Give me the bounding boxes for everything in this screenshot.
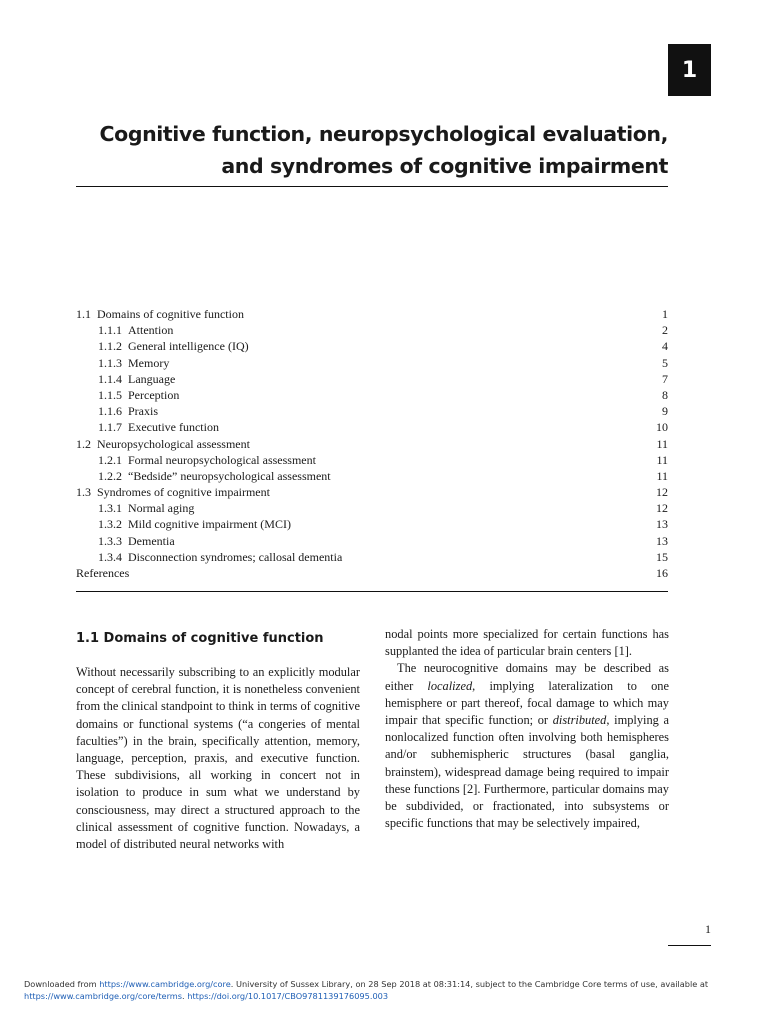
toc-entry[interactable]	[76, 452, 668, 468]
toc-entry-title	[98, 419, 219, 435]
toc-entry-page: 2	[662, 323, 668, 338]
body-paragraph: Without necessarily subscribing to an explicitly modular concept of cerebral function, it is nonetheless convenient from the clinical standpoint to think in terms of cognitive domains or functional systems (“a congeries of mental faculties”) in the brain, specifically attention, memory, language, perception, praxis, and executive function. These subdivisions, all working in concert not in isolation to produce in sum what we understand by consciousness, may direct a structured approach to the clinical assessment of cognitive function. Nowadays, a model of distributed neural networks with	[76, 665, 360, 852]
toc-entry-number: 1.1.5	[98, 387, 122, 402]
download-footer	[24, 978, 744, 1002]
toc-entry-number: 1.3	[76, 485, 91, 500]
toc-entry[interactable]	[76, 549, 668, 565]
toc-entry-label: Syndromes of cognitive impairment	[97, 485, 270, 500]
toc-entry-title	[76, 484, 270, 500]
toc-entry-number: 1.2.1	[98, 452, 122, 467]
toc-entry-title	[76, 436, 250, 452]
toc-entry-number: 1.1.1	[98, 323, 122, 338]
toc-entry-label: Executive function	[128, 420, 219, 435]
toc-entry-title	[98, 403, 158, 419]
toc-entry[interactable]	[76, 484, 668, 500]
toc-entry-title	[98, 452, 316, 468]
toc-entry[interactable]	[76, 355, 668, 371]
toc-entry-label: Formal neuropsychological assessment	[128, 452, 316, 467]
toc-entry-title	[76, 306, 244, 322]
toc-entry-label: Disconnection syndromes; callosal dementia	[128, 549, 343, 564]
toc-entry-title	[98, 338, 249, 354]
toc-entry[interactable]	[76, 419, 668, 435]
toc-entry-page: 9	[662, 404, 668, 419]
toc-entry-number: 1.3.2	[98, 517, 122, 532]
toc-entry-number: 1.1.6	[98, 404, 122, 419]
emphasis-localized: localized	[427, 678, 473, 693]
toc-entry-label: Praxis	[128, 404, 158, 419]
toc-entry-number: 1.1.4	[98, 371, 122, 386]
toc-entry[interactable]	[76, 436, 668, 452]
toc-entry-page: 13	[656, 517, 668, 532]
toc-entry-page: 11	[656, 468, 668, 483]
toc-entry-page: 12	[656, 501, 668, 516]
toc-entry-page: 15	[656, 549, 668, 564]
toc-entry[interactable]	[76, 322, 668, 338]
toc-entry-label: Neuropsychological assessment	[97, 436, 250, 451]
toc-entry[interactable]	[76, 338, 668, 354]
toc-entry[interactable]	[76, 500, 668, 516]
toc-entry-page: 13	[656, 533, 668, 548]
emphasis-distributed: distributed	[552, 713, 607, 728]
toc-entry-page: 12	[656, 485, 668, 500]
toc-entry-page: 11	[656, 452, 668, 467]
toc-entry-number: 1.1.7	[98, 420, 122, 435]
toc-entry-label: Normal aging	[128, 501, 195, 516]
toc-entry-title	[98, 549, 342, 565]
toc-entry[interactable]	[76, 387, 668, 403]
toc-entry-page: 4	[662, 339, 668, 354]
paragraph-text: The neurocognitive domains may be described as either	[385, 661, 669, 693]
left-column	[76, 626, 360, 853]
toc-entry-label: General intelligence (IQ)	[128, 339, 249, 354]
toc-entry[interactable]	[76, 516, 668, 532]
toc-entry-page: 10	[656, 420, 668, 435]
toc-entry-page: 7	[662, 371, 668, 386]
toc-entry-number: 1.2.2	[98, 468, 122, 483]
page-number: 1	[705, 922, 711, 936]
toc-entry-number: 1.3.1	[98, 501, 122, 516]
paragraph-text: , implying lateralization to one hemisphere or part thereof, focal damage to which may impair that specific function; or	[385, 678, 669, 728]
toc-entry-label: Memory	[128, 355, 170, 370]
toc-entry-label: Attention	[128, 323, 174, 338]
right-column	[385, 626, 669, 832]
toc-entry-number: 1.3.3	[98, 533, 122, 548]
body-paragraph	[385, 660, 669, 832]
footer-text: .	[182, 991, 188, 1001]
toc-entry-page: 1	[662, 307, 668, 321]
toc-entry-label: Perception	[128, 387, 180, 402]
toc-entry-label: Domains of cognitive function	[97, 307, 244, 321]
page-number-rule	[668, 945, 711, 946]
toc-entry-number: 1.1	[76, 307, 91, 321]
chapter-number: 1	[681, 57, 698, 83]
toc-entry[interactable]	[76, 533, 668, 549]
toc-entry-title	[98, 516, 291, 532]
doi-link[interactable]: https://doi.org/10.1017/CBO9781139176095.003	[187, 991, 389, 1001]
footer-text: . University of Sussex Library, on 28 Sep 2018 at 08:31:14, subject to the Cambridge Core terms of use, available at	[230, 979, 709, 989]
title-rule	[76, 186, 668, 187]
body-paragraph: nodal points more specialized for certain functions has supplanted the idea of particular brain centers [1].	[385, 627, 669, 659]
toc-entry-number: 1.1.3	[98, 355, 122, 370]
toc-entry-title	[98, 533, 175, 549]
toc-entry-title	[98, 468, 331, 484]
toc-entry[interactable]	[76, 403, 668, 419]
toc-entry-title	[76, 565, 129, 581]
chapter-number-box	[668, 44, 711, 96]
toc-entry-number: 1.3.4	[98, 549, 122, 564]
paragraph-text: , implying a nonlocalized function often involving both hemispheres and/or subhemispheric structures (basal ganglia, brainstem), widespread damage being required to impair these functions [2]. Furthermore, particular domains may be subdivided, or fractionated, into subsystems or specific functions that may be selectively impaired,	[385, 713, 670, 831]
toc-entry-page: 16	[656, 566, 668, 580]
toc-entry-label: Dementia	[128, 533, 175, 548]
footer-text: Downloaded from	[24, 979, 100, 989]
toc-rule	[76, 591, 668, 592]
toc-entry-label: Language	[128, 371, 176, 386]
table-of-contents	[76, 306, 668, 581]
toc-entry-title	[98, 371, 175, 387]
toc-entry[interactable]	[76, 468, 668, 484]
toc-entry-title	[98, 500, 194, 516]
cambridge-core-link[interactable]: https://www.cambridge.org/core	[99, 979, 231, 989]
toc-entry-title	[98, 387, 179, 403]
toc-entry-title	[98, 355, 169, 371]
toc-entry-label: “Bedside” neuropsychological assessment	[128, 468, 331, 483]
chapter-title: Cognitive function, neuropsychological evaluation, and syndromes of cognitive impairment	[99, 122, 668, 178]
toc-entry-label: Mild cognitive impairment (MCI)	[128, 517, 291, 532]
toc-entry-page: 11	[656, 436, 668, 451]
toc-entry[interactable]	[76, 371, 668, 387]
toc-entry-title	[98, 322, 173, 338]
toc-entry[interactable]	[76, 306, 668, 322]
toc-entry[interactable]	[76, 565, 668, 581]
toc-entry-page: 5	[662, 355, 668, 370]
section-heading: 1.1 Domains of cognitive function	[76, 631, 324, 646]
terms-link[interactable]: https://www.cambridge.org/core/terms	[24, 991, 183, 1001]
toc-entry-label: References	[76, 566, 130, 580]
toc-entry-page: 8	[662, 387, 668, 402]
toc-entry-number: 1.2	[76, 436, 91, 451]
toc-entry-number: 1.1.2	[98, 339, 122, 354]
